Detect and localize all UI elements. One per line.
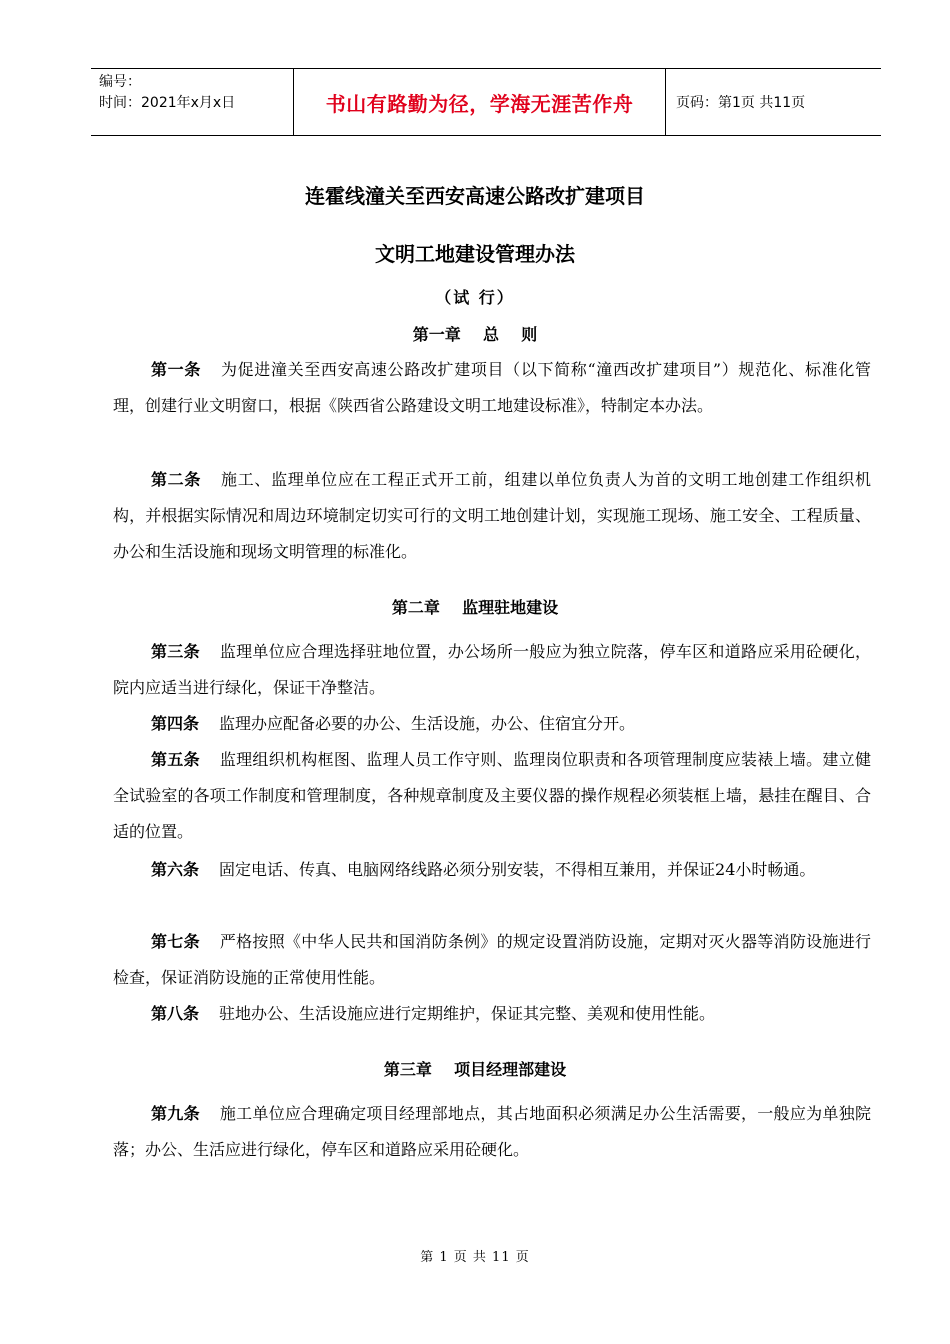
article-label: 第九条 <box>151 1104 200 1123</box>
article-text: 施工、监理单位应在工程正式开工前，组建以单位负责人为首的文明工地创建工作组织机构，并根据实际情况和周边环境制定切实可行的文明工地创建计划，实现施工现场、施工安全、工程质量、办公和生活设施和现场文明管理的标准化。 <box>113 470 871 561</box>
article-label: 第六条 <box>151 860 200 879</box>
header-page-info: 页码：第1页 共11页 <box>676 95 806 111</box>
article-text: 为促进潼关至西安高速公路改扩建项目（以下简称“潼西改扩建项目”）规范化、标准化管理，创建行业文明窗口，根据《陕西省公路建设文明工地建设标准》，特制定本办法。 <box>113 360 871 415</box>
number-label: 编号： <box>99 74 141 90</box>
article-paragraph <box>113 852 871 888</box>
chapter-heading-1: 第一章 总 则 <box>412 325 538 344</box>
document-title-line2: 文明工地建设管理办法 <box>375 242 575 266</box>
article-label: 第五条 <box>151 750 200 769</box>
article-label: 第二条 <box>151 470 202 489</box>
article-text: 监理单位应合理选择驻地位置，办公场所一般应为独立院落，停车区和道路应采用砼硬化，院内应适当进行绿化，保证干净整洁。 <box>113 642 871 697</box>
article-label: 第一条 <box>151 360 201 379</box>
article-text: 固定电话、传真、电脑网络线路必须分别安装，不得相互兼用，并保证24小时畅通。 <box>219 860 816 879</box>
article-label: 第四条 <box>151 714 200 733</box>
header-meta <box>91 69 293 135</box>
document-subtitle: （试 行） <box>435 288 515 307</box>
article-label: 第七条 <box>151 932 200 951</box>
article-paragraph <box>113 634 871 706</box>
article-paragraph <box>113 352 871 424</box>
article-paragraph <box>113 742 871 850</box>
article-paragraph <box>113 996 871 1032</box>
article-paragraph <box>113 706 871 742</box>
time-label: 时间：2021年x月x日 <box>99 95 236 111</box>
article-text: 驻地办公、生活设施应进行定期维护，保证其完整、美观和使用性能。 <box>219 1004 716 1023</box>
page-header <box>91 68 881 136</box>
article-paragraph <box>113 924 871 996</box>
article-text: 施工单位应合理确定项目经理部地点，其占地面积必须满足办公生活需要，一般应为单独院落；办公、生活应进行绿化，停车区和道路应采用砼硬化。 <box>113 1104 871 1159</box>
article-text: 监理组织机构框图、监理人员工作守则、监理岗位职责和各项管理制度应装裱上墙。建立健全试验室的各项工作制度和管理制度，各种规章制度及主要仪器的操作规程必须装框上墙，悬挂在醒目、合适的位置。 <box>113 750 871 841</box>
chapter-heading-3: 第三章 项目经理部建设 <box>383 1060 567 1079</box>
header-motto: 书山有路勤为径，学海无涯苦作舟 <box>293 69 666 135</box>
document-title-line1: 连霍线潼关至西安高速公路改扩建项目 <box>305 184 645 208</box>
chapter-heading-2: 第二章 监理驻地建设 <box>391 598 559 617</box>
article-paragraph <box>113 462 871 570</box>
article-text: 监理办应配备必要的办公、生活设施，办公、住宿宜分开。 <box>219 714 636 733</box>
article-text: 严格按照《中华人民共和国消防条例》的规定设置消防设施，定期对灭火器等消防设施进行检查，保证消防设施的正常使用性能。 <box>113 932 871 987</box>
article-label: 第三条 <box>151 642 200 661</box>
article-label: 第八条 <box>151 1004 200 1023</box>
article-paragraph <box>113 1096 871 1168</box>
page-footer: 第 1 页 共 11 页 <box>420 1250 530 1265</box>
